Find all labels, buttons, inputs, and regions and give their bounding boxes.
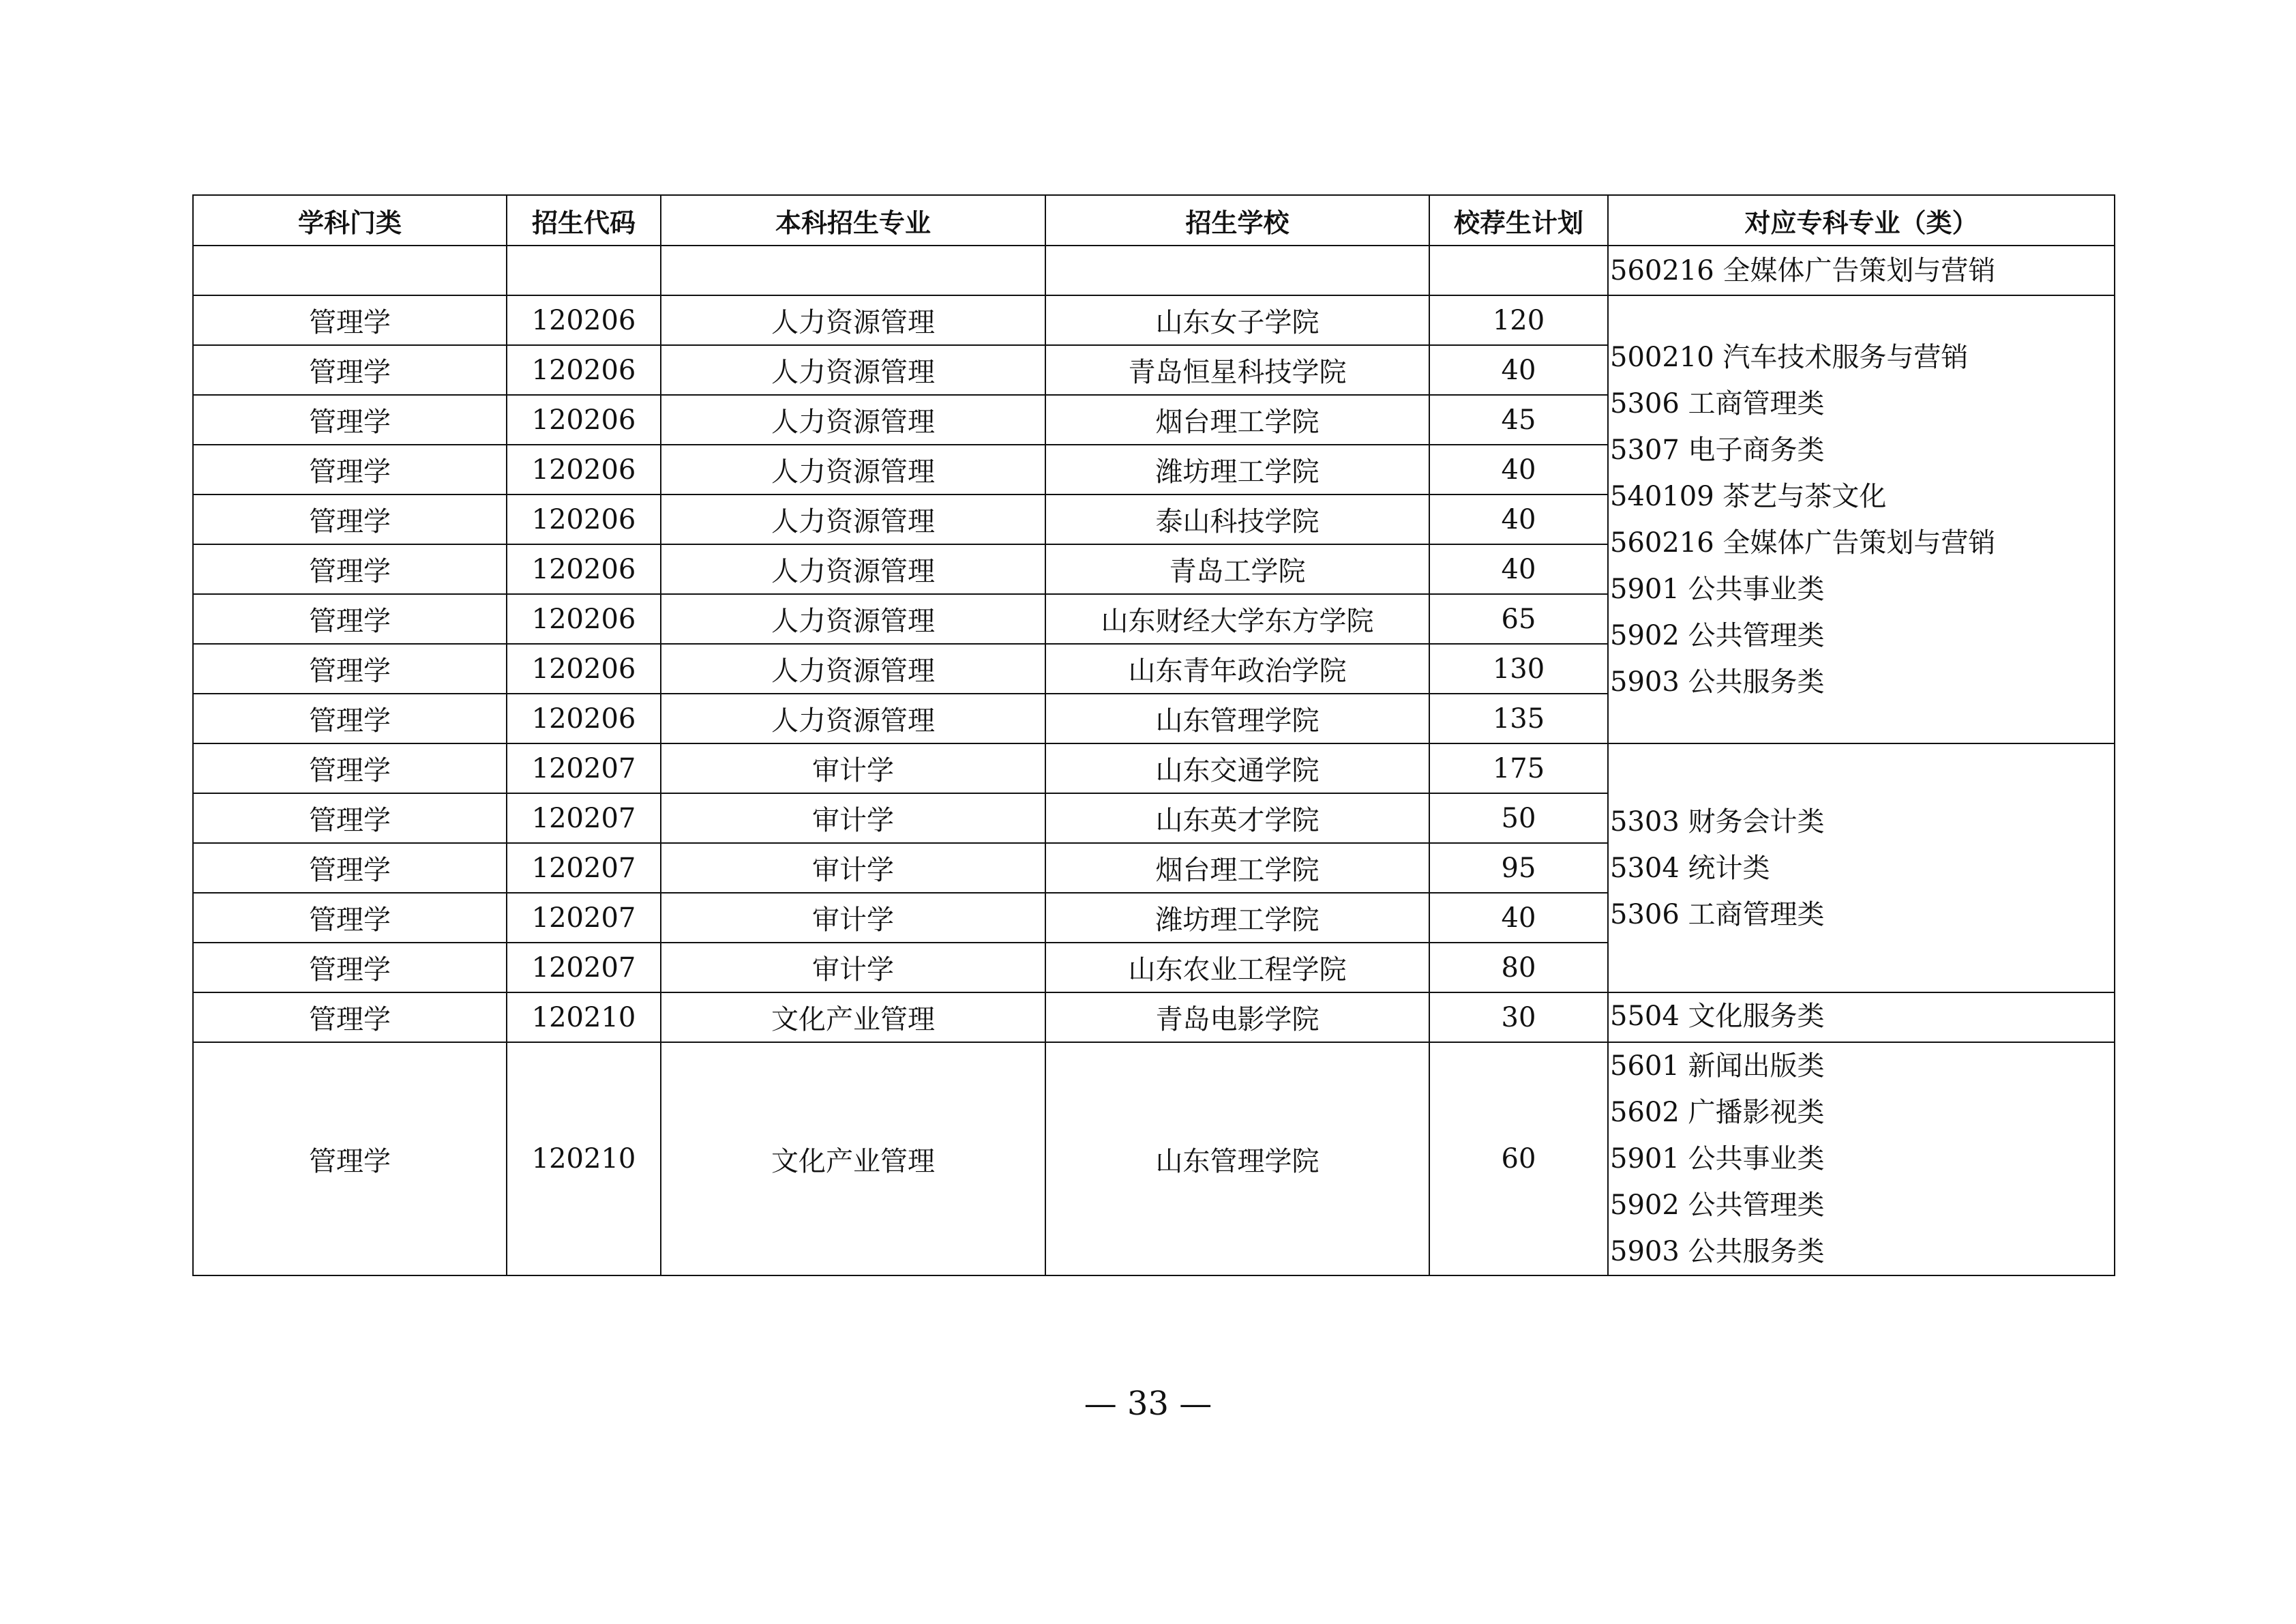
plan-cell: 65 [1429, 594, 1608, 644]
continuation-row [193, 246, 2115, 295]
code-cell: 120206 [507, 644, 661, 694]
table-cell [507, 246, 661, 295]
table-header-row [193, 195, 2115, 246]
page-number: — 33 — [1084, 1385, 1212, 1423]
plan-cell: 120 [1429, 295, 1608, 345]
major-cell: 人力资源管理 [661, 395, 1045, 445]
code-cell: 120210 [507, 992, 661, 1042]
discipline-cell: 管理学 [193, 644, 507, 694]
discipline-cell: 管理学 [193, 1042, 507, 1275]
plan-cell: 40 [1429, 893, 1608, 943]
plan-cell: 40 [1429, 345, 1608, 395]
corresponding-major-item: 5304 统计类 [1610, 852, 1770, 884]
major-cell: 人力资源管理 [661, 644, 1045, 694]
plan-cell: 130 [1429, 644, 1608, 694]
school-cell: 山东女子学院 [1045, 295, 1429, 345]
plan-cell: 40 [1429, 494, 1608, 544]
code-cell: 120207 [507, 943, 661, 992]
code-cell: 120206 [507, 395, 661, 445]
table-row [193, 295, 2115, 345]
table-cell [1045, 246, 1429, 295]
discipline-cell: 管理学 [193, 793, 507, 843]
enrollment-table [192, 194, 2115, 1276]
school-cell: 青岛工学院 [1045, 544, 1429, 594]
code-cell: 120207 [507, 843, 661, 893]
code-cell: 120206 [507, 594, 661, 644]
code-cell: 120206 [507, 694, 661, 743]
corresponding-major-item: 5902 公共管理类 [1610, 619, 1825, 651]
corresponding-majors-cell [1608, 246, 2115, 295]
school-cell: 烟台理工学院 [1045, 395, 1429, 445]
corresponding-majors-cell [1608, 743, 2115, 992]
discipline-cell: 管理学 [193, 345, 507, 395]
discipline-cell: 管理学 [193, 594, 507, 644]
plan-cell: 40 [1429, 544, 1608, 594]
plan-cell: 175 [1429, 743, 1608, 793]
discipline-cell: 管理学 [193, 943, 507, 992]
code-cell: 120206 [507, 494, 661, 544]
major-cell: 审计学 [661, 743, 1045, 793]
school-cell: 山东管理学院 [1045, 1042, 1429, 1275]
plan-cell: 95 [1429, 843, 1608, 893]
school-cell: 青岛恒星科技学院 [1045, 345, 1429, 395]
table-row [193, 992, 2115, 1042]
corresponding-major-item: 500210 汽车技术服务与营销 [1610, 341, 1969, 373]
corresponding-majors-cell [1608, 295, 2115, 743]
discipline-cell: 管理学 [193, 295, 507, 345]
table-cell [1429, 246, 1608, 295]
corresponding-major-item: 5601 新闻出版类 [1610, 1050, 1825, 1082]
code-cell: 120206 [507, 345, 661, 395]
school-cell: 山东英才学院 [1045, 793, 1429, 843]
table-body [193, 246, 2115, 1275]
code-cell: 120206 [507, 445, 661, 494]
corresponding-major-item: 5306 工商管理类 [1610, 898, 1825, 930]
school-cell: 潍坊理工学院 [1045, 445, 1429, 494]
corresponding-major-item: 560216 全媒体广告策划与营销 [1610, 527, 1996, 559]
discipline-cell: 管理学 [193, 843, 507, 893]
plan-cell: 50 [1429, 793, 1608, 843]
corresponding-major-item: 5903 公共服务类 [1610, 666, 1825, 698]
code-cell: 120206 [507, 544, 661, 594]
school-cell: 青岛电影学院 [1045, 992, 1429, 1042]
school-cell: 山东青年政治学院 [1045, 644, 1429, 694]
discipline-cell: 管理学 [193, 544, 507, 594]
corresponding-major-item: 5303 财务会计类 [1610, 806, 1825, 838]
plan-cell: 45 [1429, 395, 1608, 445]
corresponding-major-item: 5903 公共服务类 [1610, 1236, 1825, 1267]
discipline-cell: 管理学 [193, 893, 507, 943]
corresponding-major-item: 5306 工商管理类 [1610, 387, 1825, 419]
discipline-cell: 管理学 [193, 494, 507, 544]
code-cell: 120210 [507, 1042, 661, 1275]
major-cell: 审计学 [661, 793, 1045, 843]
table-row [193, 1042, 2115, 1275]
header-discipline: 学科门类 [193, 195, 507, 246]
header-school: 招生学校 [1045, 195, 1429, 246]
corresponding-major-item: 5307 电子商务类 [1610, 434, 1825, 466]
corresponding-major-item: 540109 茶艺与茶文化 [1610, 480, 1887, 512]
corresponding-major-item: 5504 文化服务类 [1610, 1001, 1825, 1032]
plan-cell: 135 [1429, 694, 1608, 743]
corresponding-majors-cell [1608, 992, 2115, 1042]
discipline-cell: 管理学 [193, 694, 507, 743]
major-cell: 审计学 [661, 943, 1045, 992]
major-cell: 人力资源管理 [661, 345, 1045, 395]
school-cell: 山东农业工程学院 [1045, 943, 1429, 992]
header-major: 本科招生专业 [661, 195, 1045, 246]
school-cell: 山东财经大学东方学院 [1045, 594, 1429, 644]
school-cell: 烟台理工学院 [1045, 843, 1429, 893]
corresponding-major-item: 5901 公共事业类 [1610, 573, 1825, 605]
discipline-cell: 管理学 [193, 992, 507, 1042]
corresponding-major-item: 560216 全媒体广告策划与营销 [1610, 254, 1996, 286]
major-cell: 人力资源管理 [661, 594, 1045, 644]
corresponding-major-item: 5602 广播影视类 [1610, 1097, 1825, 1128]
major-cell: 人力资源管理 [661, 445, 1045, 494]
major-cell: 文化产业管理 [661, 1042, 1045, 1275]
header-code: 招生代码 [507, 195, 661, 246]
school-cell: 泰山科技学院 [1045, 494, 1429, 544]
school-cell: 潍坊理工学院 [1045, 893, 1429, 943]
school-cell: 山东交通学院 [1045, 743, 1429, 793]
plan-cell: 30 [1429, 992, 1608, 1042]
major-cell: 人力资源管理 [661, 544, 1045, 594]
plan-cell: 40 [1429, 445, 1608, 494]
major-cell: 审计学 [661, 843, 1045, 893]
discipline-cell: 管理学 [193, 395, 507, 445]
major-cell: 审计学 [661, 893, 1045, 943]
discipline-cell: 管理学 [193, 743, 507, 793]
corresponding-major-item: 5902 公共管理类 [1610, 1190, 1825, 1221]
code-cell: 120206 [507, 295, 661, 345]
plan-cell: 60 [1429, 1042, 1608, 1275]
table-cell [661, 246, 1045, 295]
major-cell: 文化产业管理 [661, 992, 1045, 1042]
code-cell: 120207 [507, 793, 661, 843]
discipline-cell: 管理学 [193, 445, 507, 494]
plan-cell: 80 [1429, 943, 1608, 992]
corresponding-major-item: 5901 公共事业类 [1610, 1143, 1825, 1175]
header-plan: 校荐生计划 [1429, 195, 1608, 246]
school-cell: 山东管理学院 [1045, 694, 1429, 743]
table-row [193, 743, 2115, 793]
major-cell: 人力资源管理 [661, 494, 1045, 544]
major-cell: 人力资源管理 [661, 295, 1045, 345]
major-cell: 人力资源管理 [661, 694, 1045, 743]
table-cell [193, 246, 507, 295]
code-cell: 120207 [507, 893, 661, 943]
code-cell: 120207 [507, 743, 661, 793]
header-corresponding-majors: 对应专科专业（类） [1608, 195, 2115, 246]
corresponding-majors-cell [1608, 1042, 2115, 1275]
